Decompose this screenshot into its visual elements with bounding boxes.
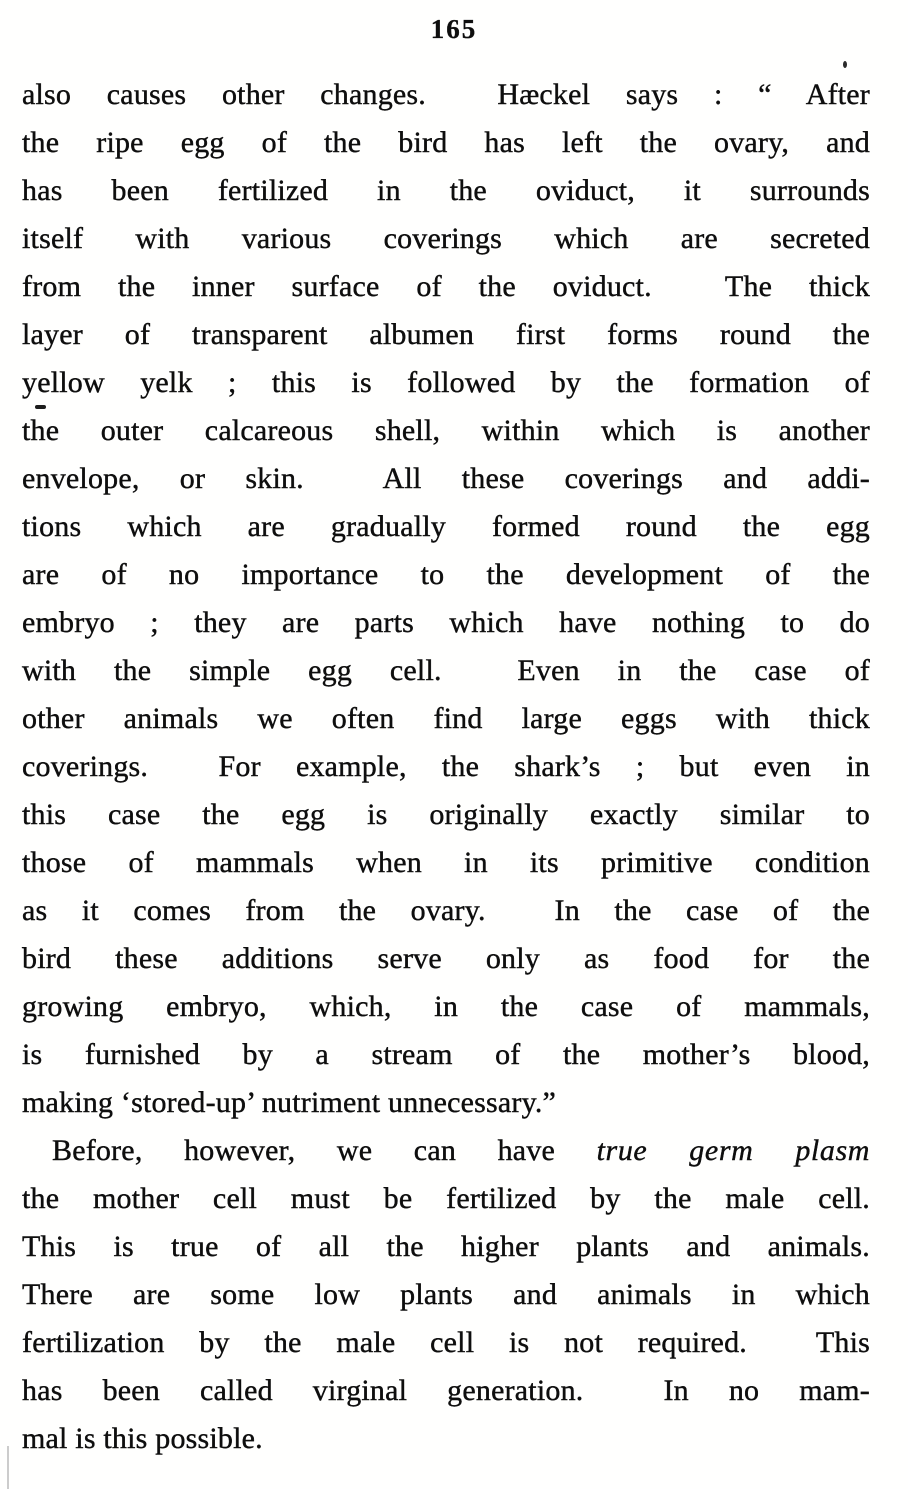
text-line: fertilization by the male cell is not required. This — [22, 1326, 870, 1359]
text-line: with the simple egg cell. Even in the case of — [22, 654, 870, 687]
text-line: yellow yelk ; this is followed by the formation of — [22, 366, 870, 399]
text-line: other animals we often find large eggs with thick — [22, 702, 870, 735]
text-line: There are some low plants and animals in which — [22, 1278, 870, 1311]
text-line: those of mammals when in its primitive condition — [22, 846, 870, 879]
text-line: as it comes from the ovary. In the case of the — [22, 894, 870, 927]
text-line: from the inner surface of the oviduct. The thick — [22, 270, 870, 303]
text-line: has been called virginal generation. In no mam- — [22, 1374, 870, 1407]
page-number: 165 — [430, 14, 478, 44]
text-line-paragraph-start — [22, 1127, 870, 1175]
text-line: has been fertilized in the oviduct, it surrounds — [22, 174, 870, 207]
text-line: tions which are gradually formed round the egg — [22, 510, 870, 543]
emphasis-text: true germ plasm — [596, 1134, 871, 1167]
scan-speck — [35, 405, 46, 409]
scan-speck — [843, 61, 847, 68]
text-line: the outer calcareous shell, within which is another — [22, 414, 870, 447]
text-line: embryo ; they are parts which have nothing to do — [22, 606, 870, 639]
text-line: This is true of all the higher plants and animals. — [22, 1230, 870, 1263]
text-line: envelope, or skin. All these coverings and addi- — [22, 462, 870, 495]
text-line: growing embryo, which, in the case of mammals, — [22, 990, 870, 1023]
text-line: bird these additions serve only as food for the — [22, 942, 870, 975]
text-line: also causes other changes. Hæckel says : “ After — [22, 78, 870, 111]
text-line: are of no importance to the development of the — [22, 558, 870, 591]
scan-edge-artifact — [7, 1446, 9, 1489]
text-line-paragraph-end: making ‘stored-up’ nutriment unnecessary.” — [22, 1086, 557, 1119]
text-line: the mother cell must be fertilized by the male cell. — [22, 1182, 870, 1215]
text-line: layer of transparent albumen first forms round the — [22, 318, 870, 351]
text-line: coverings. For example, the shark’s ; but even in — [22, 750, 870, 783]
text-line-paragraph-end: mal is this possible. — [22, 1422, 263, 1455]
body-text — [22, 71, 870, 1463]
text-line: this case the egg is originally exactly similar to — [22, 798, 870, 831]
text-line: is furnished by a stream of the mother’s blood, — [22, 1038, 870, 1071]
text-line: itself with various coverings which are secreted — [22, 222, 870, 255]
text-line: the ripe egg of the bird has left the ovary, and — [22, 126, 870, 159]
text-segment: Before, however, we can have — [52, 1134, 597, 1167]
